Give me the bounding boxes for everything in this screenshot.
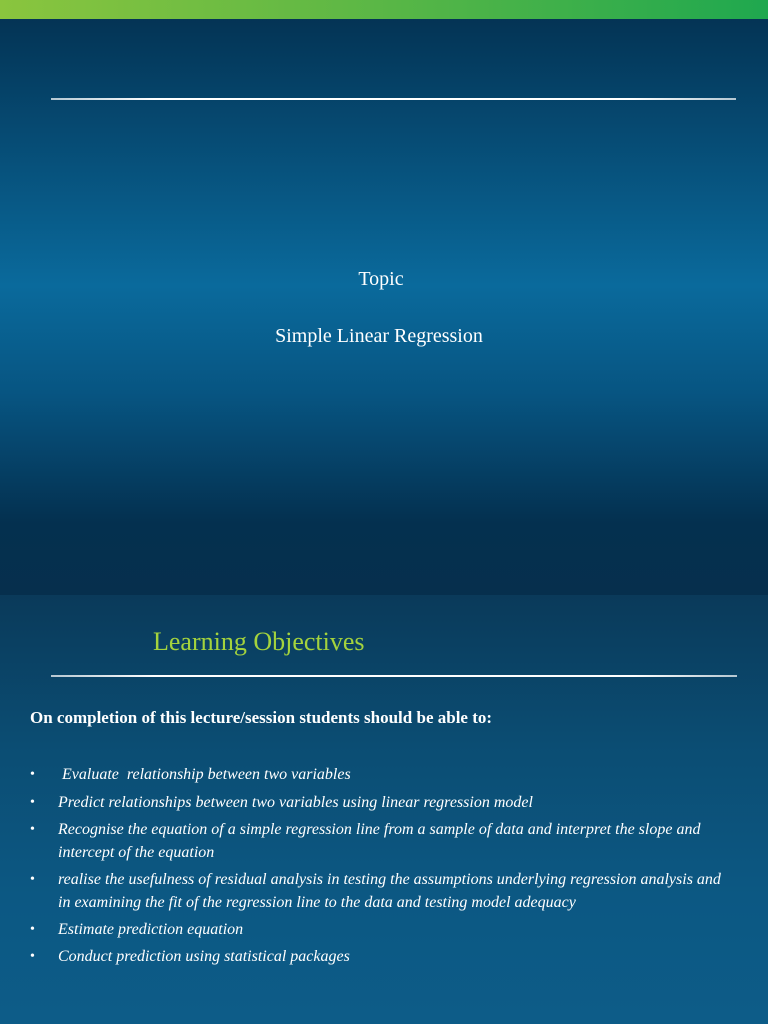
objectives-intro: On completion of this lecture/session students should be able to:: [30, 708, 493, 727]
objective-text: Conduct prediction using statistical packages: [58, 948, 350, 965]
divider-line: [51, 98, 736, 100]
objective-item: [30, 868, 730, 914]
bullet-icon: •: [30, 822, 35, 837]
topic-title: Simple Linear Regression: [275, 325, 483, 347]
objective-item: [30, 918, 730, 941]
objectives-heading: Learning Objectives: [153, 627, 365, 656]
objective-text: realise the usefulness of residual analysis in testing the assumptions underlying regression analysis and in examining the fit of the regression line to the data and testing model adequacy: [58, 871, 721, 911]
objectives-list: [30, 763, 730, 972]
bullet-icon: •: [30, 795, 35, 810]
bullet-icon: •: [30, 767, 35, 782]
bullet-icon: •: [30, 872, 35, 887]
accent-bar: [0, 0, 768, 19]
bullet-icon: •: [30, 922, 35, 937]
divider-line: [51, 675, 737, 677]
objective-text: Evaluate relationship between two variables: [58, 766, 351, 783]
topic-label: Topic: [358, 268, 404, 290]
objectives-slide: [0, 595, 768, 1024]
objective-item: [30, 791, 730, 814]
objective-item: [30, 818, 730, 864]
objective-text: Estimate prediction equation: [58, 921, 244, 938]
objective-text: Recognise the equation of a simple regression line from a sample of data and interpret the slope and intercept of the equation: [58, 821, 701, 861]
objective-item: [30, 945, 730, 968]
objective-item: [30, 763, 730, 786]
bullet-icon: •: [30, 949, 35, 964]
objective-text: Predict relationships between two variables using linear regression model: [58, 794, 533, 811]
